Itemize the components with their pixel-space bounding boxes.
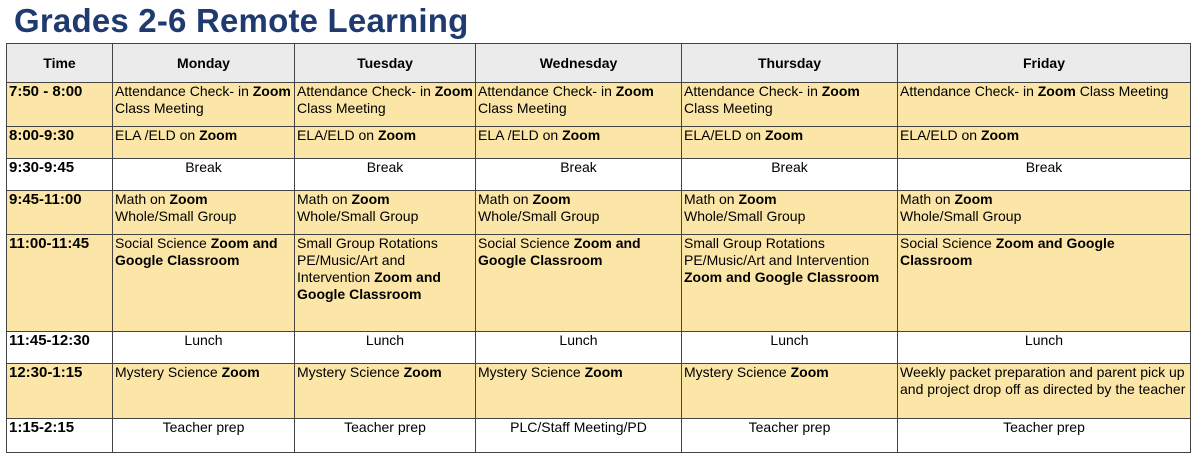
cell-text: ELA/ELD on <box>900 126 981 143</box>
bold-text: Zoom <box>252 83 291 99</box>
bold-text: Zoom and Google Classroom <box>684 269 880 286</box>
cell-wednesday <box>476 126 682 158</box>
cell-text: Lunch <box>365 331 405 348</box>
cell-wednesday <box>476 190 682 235</box>
cell-text: Social Science <box>478 235 574 252</box>
cell-tuesday <box>295 126 476 158</box>
schedule-row <box>7 363 1191 418</box>
schedule-row <box>7 126 1191 158</box>
cell-text: Break <box>366 158 404 175</box>
bold-text: Zoom and Google Classroom <box>297 269 441 303</box>
cell-text: Small Group Rotations PE/Music/Art and Intervention <box>297 235 438 286</box>
cell-wednesday <box>476 158 682 190</box>
cell-text: Attendance Check- in <box>115 83 253 99</box>
cell-text: Mystery Science <box>684 363 791 380</box>
bold-text: Zoom and Google Classroom <box>115 235 278 269</box>
time-cell: 7:50 - 8:00 <box>7 83 113 127</box>
cell-text: Break <box>1025 158 1063 175</box>
cell-text: Class Meeting <box>684 100 773 116</box>
cell-text: Whole/Small Group <box>297 207 419 224</box>
cell-thursday <box>682 190 898 235</box>
cell-wednesday <box>476 418 682 452</box>
cell-text: ELA /ELD on <box>478 126 563 143</box>
bold-text: Zoom <box>562 126 601 143</box>
cell-friday <box>898 418 1191 452</box>
bold-text: Zoom <box>434 83 473 99</box>
cell-text: Break <box>185 158 222 175</box>
cell-text: Mystery Science <box>297 363 404 380</box>
cell-wednesday <box>476 363 682 418</box>
header-tuesday: Tuesday <box>295 44 476 83</box>
cell-wednesday <box>476 83 682 127</box>
cell-text: Small Group Rotations PE/Music/Art and Intervention <box>684 235 870 269</box>
cell-text: Class Meeting <box>297 100 386 116</box>
cell-text: Whole/Small Group <box>478 207 600 224</box>
cell-wednesday <box>476 331 682 363</box>
bold-text: Zoom <box>615 83 654 99</box>
cell-text: Teacher prep <box>748 418 831 435</box>
cell-text: ELA /ELD on <box>115 126 200 143</box>
schedule-row <box>7 331 1191 363</box>
header-thursday: Thursday <box>682 44 898 83</box>
cell-text: Class Meeting <box>115 100 204 116</box>
time-cell: 1:15-2:15 <box>7 418 113 452</box>
cell-text: ELA/ELD on <box>684 126 765 143</box>
cell-text: Attendance Check- in <box>900 83 1038 99</box>
cell-thursday <box>682 158 898 190</box>
cell-text: Lunch <box>184 331 223 348</box>
cell-friday <box>898 331 1191 363</box>
cell-text: Weekly packet preparation and parent pick up and project drop off as directed by the teacher <box>900 363 1186 397</box>
bold-text: Zoom <box>351 190 390 207</box>
cell-monday <box>113 126 295 158</box>
cell-text: PLC/Staff Meeting/PD <box>510 418 647 435</box>
cell-text: Break <box>560 158 597 175</box>
cell-text: Teacher prep <box>162 418 245 435</box>
cell-monday <box>113 158 295 190</box>
cell-tuesday <box>295 83 476 127</box>
header-time: Time <box>7 44 113 83</box>
cell-monday <box>113 331 295 363</box>
time-cell: 12:30-1:15 <box>7 363 113 418</box>
cell-thursday <box>682 83 898 127</box>
cell-text: Teacher prep <box>344 418 426 435</box>
cell-text: Break <box>771 158 808 175</box>
cell-friday <box>898 190 1191 235</box>
schedule-row <box>7 158 1191 190</box>
header-monday: Monday <box>113 44 295 83</box>
cell-thursday <box>682 331 898 363</box>
bold-text: Zoom <box>821 83 860 99</box>
schedule-row <box>7 83 1191 127</box>
time-cell: 8:00-9:30 <box>7 126 113 158</box>
cell-monday <box>113 363 295 418</box>
cell-text: Lunch <box>770 331 809 348</box>
schedule-row <box>7 235 1191 331</box>
bold-text: Zoom <box>221 363 260 380</box>
header-friday: Friday <box>898 44 1191 83</box>
cell-text: Math on <box>900 190 955 207</box>
cell-text: ELA/ELD on <box>297 126 378 143</box>
cell-monday <box>113 190 295 235</box>
time-cell: 9:45-11:00 <box>7 190 113 235</box>
cell-monday <box>113 235 295 331</box>
time-cell: 11:00-11:45 <box>7 235 113 331</box>
page-title: Grades 2-6 Remote Learning <box>14 2 469 39</box>
cell-text: Whole/Small Group <box>115 207 237 224</box>
bold-text: Zoom <box>1037 83 1076 99</box>
time-cell: 11:45-12:30 <box>7 331 113 363</box>
cell-text: Social Science <box>115 235 211 252</box>
cell-text: Attendance Check- in <box>297 83 435 99</box>
schedule-row <box>7 418 1191 452</box>
cell-monday <box>113 418 295 452</box>
bold-text: Zoom <box>403 363 442 380</box>
cell-text: Mystery Science <box>478 363 585 380</box>
cell-friday <box>898 126 1191 158</box>
bold-text: Zoom <box>377 126 417 143</box>
cell-text: Math on <box>478 190 533 207</box>
cell-tuesday <box>295 235 476 331</box>
cell-text: Lunch <box>1024 331 1064 348</box>
schedule-body <box>7 83 1191 453</box>
bold-text: Zoom and Google Classroom <box>900 235 1115 269</box>
cell-thursday <box>682 235 898 331</box>
cell-friday <box>898 235 1191 331</box>
cell-friday <box>898 363 1191 418</box>
cell-text: Class Meeting <box>478 100 567 116</box>
bold-text: Zoom <box>169 190 208 207</box>
cell-text: Class Meeting <box>1075 83 1169 99</box>
header-row <box>7 44 1191 83</box>
cell-text: Teacher prep <box>1003 418 1085 435</box>
cell-text: Whole/Small Group <box>900 207 1022 224</box>
bold-text: Zoom <box>532 190 571 207</box>
cell-friday <box>898 83 1191 127</box>
bold-text: Zoom and Google Classroom <box>478 235 641 269</box>
cell-wednesday <box>476 235 682 331</box>
cell-text: Attendance Check- in <box>478 83 616 99</box>
cell-thursday <box>682 418 898 452</box>
bold-text: Zoom <box>980 126 1020 143</box>
bold-text: Zoom <box>790 363 829 380</box>
cell-text: Mystery Science <box>115 363 222 380</box>
header-wednesday: Wednesday <box>476 44 682 83</box>
cell-text: Attendance Check- in <box>684 83 822 99</box>
schedule-table <box>6 43 1191 453</box>
bold-text: Zoom <box>954 190 993 207</box>
cell-text: Whole/Small Group <box>684 207 806 224</box>
cell-text: Lunch <box>559 331 598 348</box>
bold-text: Zoom <box>738 190 777 207</box>
cell-text: Math on <box>684 190 739 207</box>
cell-tuesday <box>295 331 476 363</box>
schedule-row <box>7 190 1191 235</box>
time-cell: 9:30-9:45 <box>7 158 113 190</box>
cell-monday <box>113 83 295 127</box>
cell-text: Social Science <box>900 235 996 252</box>
cell-thursday <box>682 363 898 418</box>
cell-tuesday <box>295 363 476 418</box>
bold-text: Zoom <box>199 126 238 143</box>
cell-thursday <box>682 126 898 158</box>
bold-text: Zoom <box>764 126 804 143</box>
cell-tuesday <box>295 190 476 235</box>
cell-tuesday <box>295 418 476 452</box>
cell-tuesday <box>295 158 476 190</box>
cell-text: Math on <box>297 190 352 207</box>
cell-text: Math on <box>115 190 170 207</box>
bold-text: Zoom <box>584 363 623 380</box>
cell-friday <box>898 158 1191 190</box>
